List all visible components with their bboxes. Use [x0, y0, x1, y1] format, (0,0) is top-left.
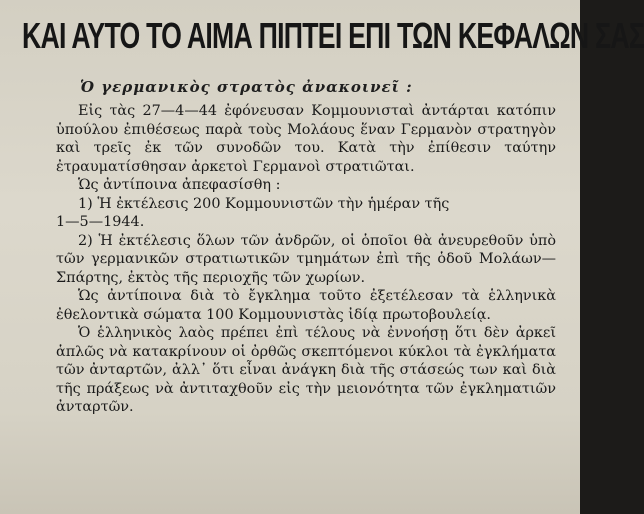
- subtitle: Ὁ γερμανικὸς στρατὸς ἀνακοινεῖ :: [80, 78, 413, 96]
- paragraph-item-1-date: 1—5—1944.: [56, 214, 145, 230]
- paragraph-item-2: 2) Ἡ ἐκτέλεσις ὅλων τῶν ἀνδρῶν, οἱ ὁποῖοι θὰ ἀνευρεθοῦν ὑπὸ τῶν γερμανικῶν στρατιωτικῶν τμημάτων ἐπὶ τῆς ὁδοῦ Μολάων—Σπάρτης, ἐκτὸς τῆς περιοχῆς τῶν χωρίων.: [56, 232, 556, 286]
- paragraph-item-1: 1) Ἡ ἐκτέλεσις 200 Κομμουνιστῶν τὴν ἡμέραν τῆς: [78, 195, 450, 212]
- paragraph-reprisals-heading: Ὡς ἀντίποινα ἀπεφασίσθη :: [78, 177, 281, 193]
- headline: ΚΑΙ ΑΥΤΟ ΤΟ ΑΙΜΑ ΠΙΠΤΕΙ ΕΠΙ ΤΩΝ ΚΕΦΑΛΩΝ ΣΑΣ: [22, 15, 644, 56]
- paragraph-greek-units: Ὡς ἀντίποινα διὰ τὸ ἔγκλημα τοῦτο ἐξετέλεσαν τὰ ἑλληνικὰ ἐθελοντικὰ σώματα 100 Κομμουνιστὰς ἰδίᾳ πρωτοβουλείᾳ.: [56, 288, 556, 323]
- article-body: [56, 102, 556, 417]
- paragraph-conclusion: Ὁ ἑλληνικὸς λαὸς πρέπει ἐπὶ τέλους νὰ ἐννοήσῃ ὅτι δὲν ἀρκεῖ ἁπλῶς νὰ κατακρίνουν οἱ ὀρθῶς σκεπτόμενοι κύκλοι τὰ ἐγκλήματα τῶν ἀνταρτῶν, ἀλλ᾽ ὅτι εἶναι ἀνάγκη διὰ τῆς στάσεώς των καὶ διὰ τῆς πράξεως νὰ ἀντιταχθοῦν εἰς τὴν μειονότητα τῶν ἐγκληματιῶν ἀνταρτῶν.: [56, 325, 556, 415]
- paragraph-intro: Εἰς τὰς 27—4—44 ἐφόνευσαν Κομμουνισταὶ ἀντάρται κατόπιν ὑπούλου ἐπιθέσεως παρὰ τοὺς Μολάους ἕναν Γερμανὸν στρατηγὸν καὶ τρεῖς ἐκ τῶν συνοδῶν του. Κατὰ τὴν ἐπίθεσιν ταύτην ἐτραυματίσθησαν ἀρκετοὶ Γερμανοὶ στρατιῶται.: [56, 103, 556, 175]
